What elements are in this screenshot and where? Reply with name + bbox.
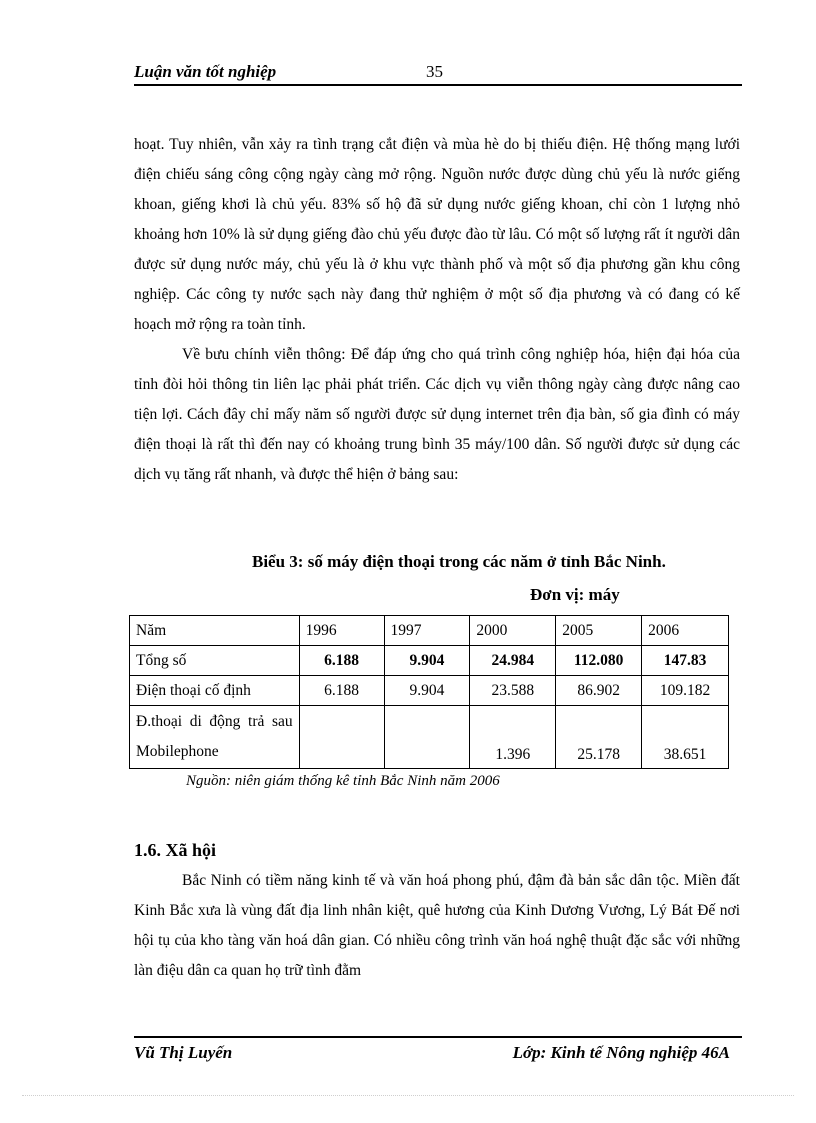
table-header-cell: 2005 — [556, 616, 642, 646]
table-header-row — [130, 616, 729, 646]
table-cell: 9.904 — [384, 676, 470, 706]
section-body — [134, 866, 740, 986]
table-cell: 23.588 — [470, 676, 556, 706]
table-header-cell: 2000 — [470, 616, 556, 646]
footer-author: Vũ Thị Luyến — [134, 1043, 233, 1062]
table-cell — [384, 706, 470, 769]
table-cell: 6.188 — [299, 676, 384, 706]
table-row — [130, 646, 729, 676]
body-text — [134, 130, 740, 490]
section-heading: 1.6. Xã hội — [134, 840, 217, 860]
table-header-cell: Năm — [130, 616, 300, 646]
table-cell: 38.651 — [642, 706, 729, 769]
table-header-cell: 2006 — [642, 616, 729, 646]
table-cell: 25.178 — [556, 706, 642, 769]
page-edge-divider — [22, 1095, 794, 1096]
phone-statistics-table — [129, 615, 729, 769]
table-unit: Đơn vị: máy — [530, 585, 620, 604]
table-header-cell: 1997 — [384, 616, 470, 646]
table-cell: 109.182 — [642, 676, 729, 706]
table-row — [130, 676, 729, 706]
table-cell — [299, 706, 384, 769]
footer-class: Lớp: Kinh tế Nông nghiệp 46A — [512, 1043, 730, 1062]
header-title: Luận văn tốt nghiệp — [134, 62, 277, 81]
table-cell: 6.188 — [299, 646, 384, 676]
table-cell: 9.904 — [384, 646, 470, 676]
paragraph-telecom: Về bưu chính viễn thông: Để đáp ứng cho quá trình công nghiệp hóa, hiện đại hóa của tỉnh đòi hỏi thông tin liên lạc phải phát triển. Các dịch vụ viễn thông ngày càng được nâng cao tiện lợi. Cách đây chỉ mấy năm số người được sử dụng internet trên địa bàn, số gia đình có máy điện thoại là rất thì đến nay có khoảng trung bình 35 máy/100 dân. Số người được sử dụng các dịch vụ tăng rất nhanh, và được thể hiện ở bảng sau: — [134, 346, 740, 483]
table-row-label: Đ.thoại di động trả sau Mobilephone — [130, 706, 300, 769]
table-cell: 1.396 — [470, 706, 556, 769]
paragraph-utilities: hoạt. Tuy nhiên, vẫn xảy ra tình trạng cắt điện và mùa hè do bị thiếu điện. Hệ thống mạng lưới điện chiếu sáng công cộng ngày càng mở rộng. Nguồn nước được dùng chủ yếu là nước giếng khoan, giếng khơi là chủ yếu. 83% số hộ đã sử dụng nước giếng khoan, chỉ còn 1 lượng nhỏ khoảng hơn 10% là sử dụng giếng đào chủ yếu được đào từ lâu. Có một số lượng rất ít người dân được sử dụng nước máy, chủ yếu là ở khu vực thành phố và một số địa phương gần khu công nghiệp. Các công ty nước sạch này đang thử nghiệm ở một số địa phương và có đang có kế hoạch mở rộng ra toàn tỉnh. — [134, 136, 740, 333]
table-row — [130, 706, 729, 769]
paragraph-society: Bắc Ninh có tiềm năng kinh tế và văn hoá phong phú, đậm đà bản sắc dân tộc. Miền đất Kinh Bắc xưa là vùng đất địa linh nhân kiệt, quê hương của Kinh Dương Vương, Lý Bát Đế nơi hội tụ của kho tàng văn hoá dân gian. Có nhiều công trình văn hoá nghệ thuật đặc sắc với những làn điệu dân ca quan họ trữ tình đằm — [134, 872, 740, 979]
table-cell: 86.902 — [556, 676, 642, 706]
table-cell: 112.080 — [556, 646, 642, 676]
table-source-note: Nguồn: niên giám thống kê tỉnh Bắc Ninh năm 2006 — [186, 773, 500, 789]
table-header-cell: 1996 — [299, 616, 384, 646]
table-row-label: Điện thoại cố định — [130, 676, 300, 706]
page-number: 35 — [426, 62, 443, 81]
table-caption: Biểu 3: số máy điện thoại trong các năm ở tỉnh Bắc Ninh. — [252, 552, 666, 571]
page-footer — [134, 1036, 742, 1068]
page-header — [134, 60, 742, 86]
table-row-label: Tổng số — [130, 646, 300, 676]
table-cell: 24.984 — [470, 646, 556, 676]
table-cell: 147.83 — [642, 646, 729, 676]
